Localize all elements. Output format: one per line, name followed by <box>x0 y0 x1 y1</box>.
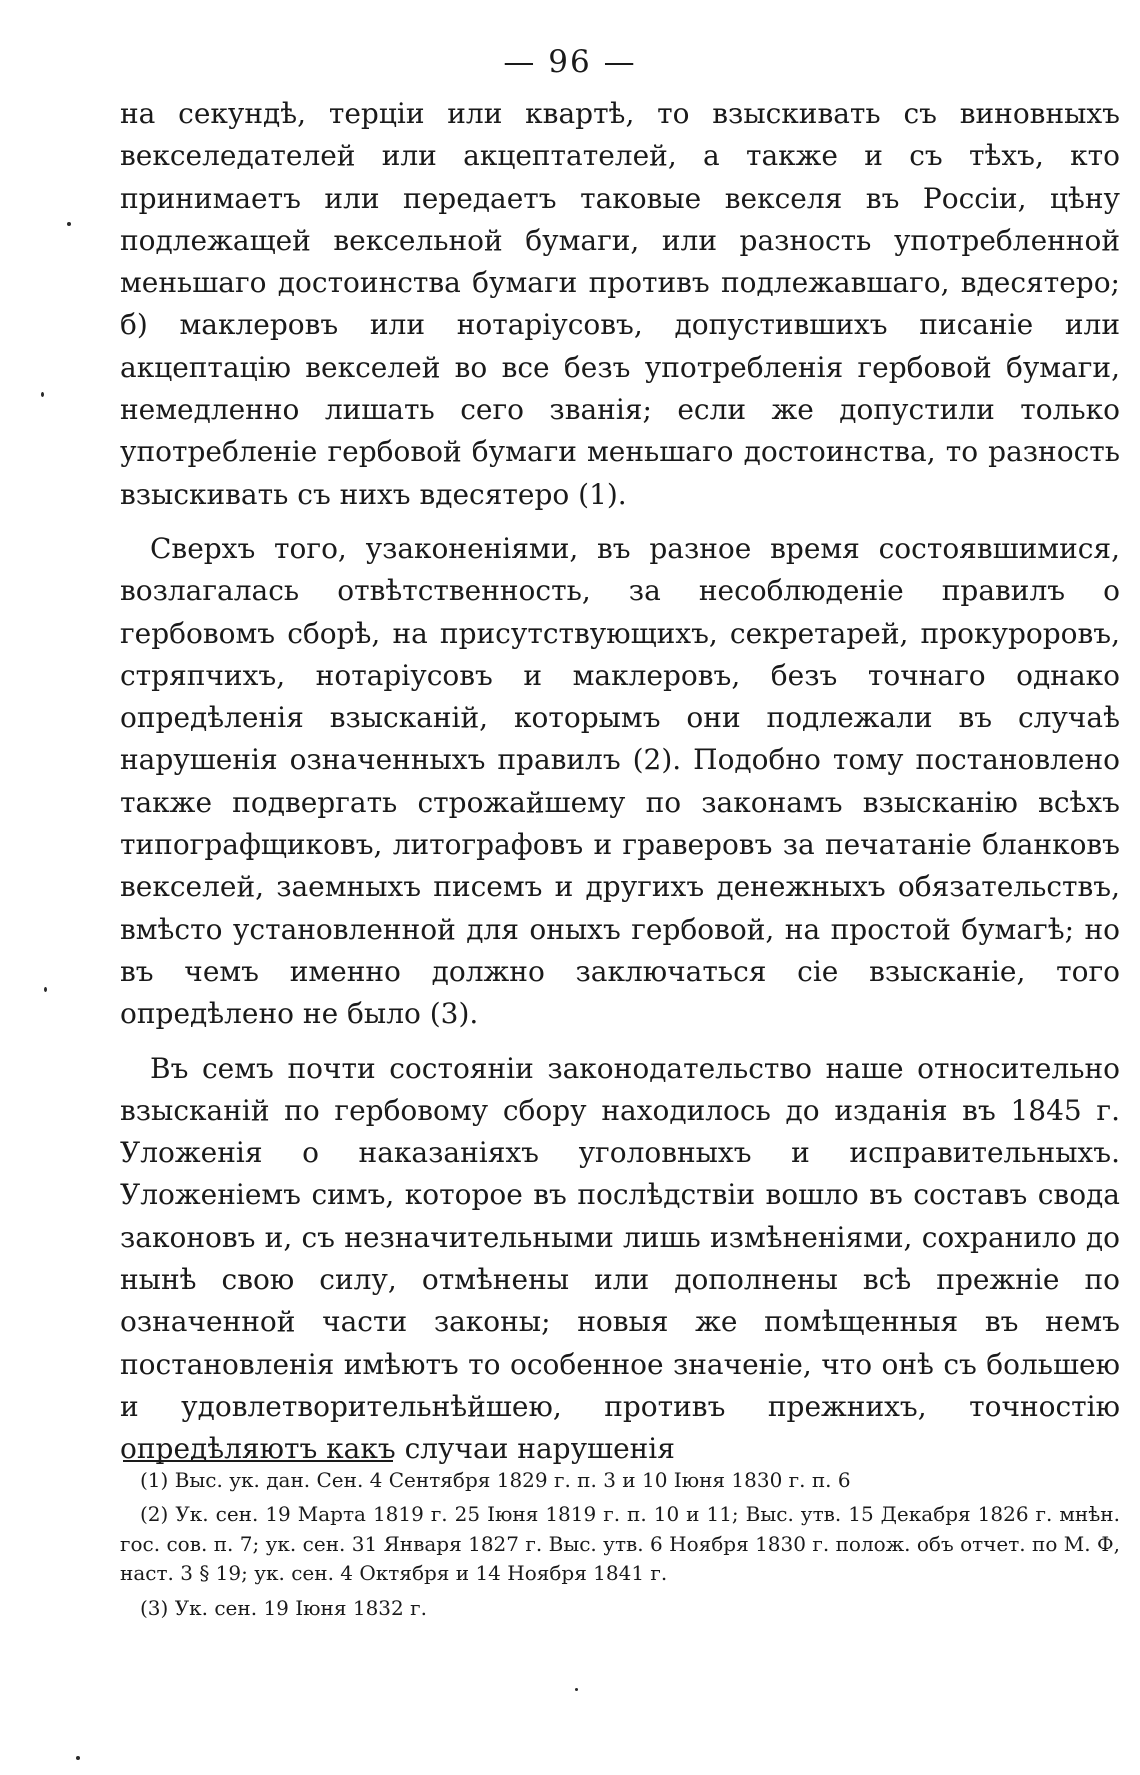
print-speck <box>67 222 71 226</box>
body-text <box>120 93 1120 1471</box>
paragraph: Сверхъ того, узаконеніями, въ разное время состоявшимися, возлагалась отвѣтственность, за несоблюденіе правилъ о гербовомъ сборѣ, на присутствующихъ, секретарей, прокуроровъ, стряпчихъ, нотаріусовъ и маклеровъ, безъ точнаго однако опредѣленія взысканій, которымъ они подлежали въ случаѣ нарушенія означенныхъ правилъ (2). Подобно тому постановлено также подвергать строжайшему по законамъ взысканію всѣхъ типографщиковъ, литографовъ и граверовъ за печатаніе бланковъ векселей, заемныхъ писемъ и другихъ денежныхъ обязательствъ, вмѣсто установленной для оныхъ гербовой, на простой бумагѣ; но въ чемъ именно должно заключаться сіе взысканіе, того опредѣлено не было (3). <box>120 531 1120 1031</box>
paragraph: Въ семъ почти состояніи законодательство наше относительно взысканій по гербовому сбору находилось до изданія въ 1845 г. Уложенія о наказаніяхъ уголовныхъ и исправительныхъ. Уложеніемъ симъ, которое въ послѣдствіи вошло въ составъ свода законовъ и, съ незначительными лишь измѣненіями, сохранило до нынѣ свою силу, отмѣнены или дополнены всѣ прежніе по означенной части законы; новыя же помѣщенныя въ немъ постановленія имѣютъ то особенное значеніе, что онѣ съ большею и удовлетворительнѣйшею, противъ прежнихъ, точностію опредѣляютъ какъ случаи нарушенія <box>120 1051 1120 1466</box>
page-number: — 96 — <box>503 44 637 80</box>
footnote: (2) Ук. сен. 19 Марта 1819 г. 25 Іюня 1819 г. п. 10 и 11; Выс. утв. 15 Декабря 1826 г. мнѣн. гос. сов. п. 7; ук. сен. 31 Января 1827 г. Выс. утв. 6 Ноября 1830 г. полож. объ отчет. по М. Ф, наст. 3 § 19; ук. сен. 4 Октября и 14 Ноября 1841 г. <box>120 1502 1120 1586</box>
print-speck <box>44 987 47 992</box>
print-speck <box>575 1688 578 1691</box>
footnote: (3) Ук. сен. 19 Іюня 1832 г. <box>140 1595 427 1620</box>
footnote: (1) Выс. ук. дан. Сен. 4 Сентября 1829 г. п. 3 и 10 Іюня 1830 г. п. 6 <box>140 1468 851 1492</box>
paragraph: на секундѣ, терціи или квартѣ, то взыскивать съ виновныхъ векселедателей или акцептателей, а также и съ тѣхъ, кто принимаетъ или передаетъ таковые векселя въ Россіи, цѣну подлежащей вексельной бумаги, или разность употребленной меньшаго достоинства бумаги противъ подлежавшаго, вдесятеро; б) маклеровъ или нотаріусовъ, допустившихъ писаніе или акцептацію векселей во все безъ употребленія гербовой бумаги, немедленно лишать сего званія; если же допустили только употребленіе гербовой бумаги меньшаго достоинства, то разность взыскивать съ нихъ вдесятеро (1). <box>120 97 1120 511</box>
footnotes <box>120 1466 1120 1628</box>
footnote-divider <box>123 1460 393 1462</box>
print-speck <box>41 392 44 397</box>
print-speck <box>76 1756 80 1760</box>
